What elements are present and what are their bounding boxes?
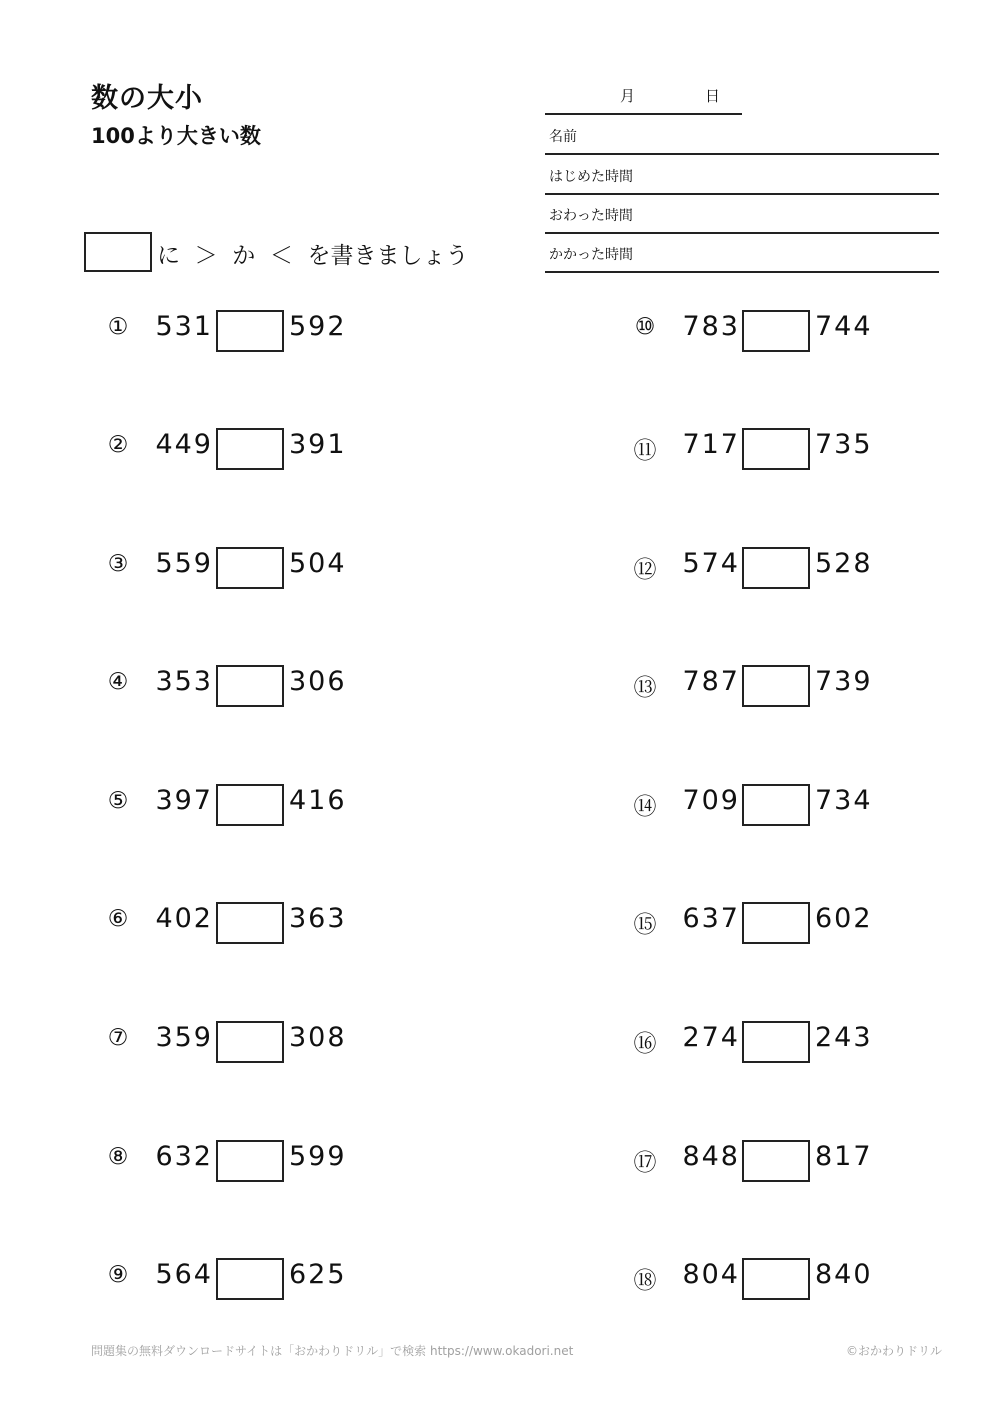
right-number: 744: [815, 311, 873, 342]
month-label: 月: [620, 87, 636, 105]
worksheet-subtitle: 100より大きい数: [91, 124, 261, 148]
answer-box[interactable]: [742, 1140, 810, 1182]
problem-number: ①: [107, 314, 129, 340]
left-number: 717: [682, 429, 740, 460]
problem-number: ⑰: [633, 1150, 657, 1176]
problem-row: [0, 310, 1000, 352]
right-number: 817: [815, 1141, 873, 1172]
left-number: 574: [682, 548, 740, 579]
end-time-field[interactable]: [545, 194, 939, 234]
left-number: 632: [155, 1141, 213, 1172]
day-label: 日: [705, 87, 721, 105]
right-number: 734: [815, 785, 873, 816]
right-number: 528: [815, 548, 873, 579]
problem-number: ⑯: [633, 1031, 657, 1057]
right-number: 416: [289, 785, 347, 816]
problem-row: [0, 784, 1000, 826]
right-number: 243: [815, 1022, 873, 1053]
right-number: 391: [289, 429, 347, 460]
problem-number: ⑤: [107, 788, 129, 814]
right-number: 840: [815, 1259, 873, 1290]
problem-number: ③: [107, 551, 129, 577]
left-number: 353: [155, 666, 213, 697]
problem-number: ⑧: [107, 1144, 129, 1170]
problem-number: ⑮: [633, 912, 657, 938]
answer-box[interactable]: [742, 428, 810, 470]
footer-copyright: ©おかわりドリル: [846, 1344, 943, 1358]
problem-row: [0, 547, 1000, 589]
right-number: 602: [815, 903, 873, 934]
answer-box[interactable]: [742, 310, 810, 352]
problem-number: ⑫: [633, 557, 657, 583]
footer-source-text: 問題集の無料ダウンロードサイトは「おかわりドリル」で検索 https://www.okadori.net: [91, 1344, 574, 1358]
left-number: 637: [682, 903, 740, 934]
answer-box[interactable]: [742, 665, 810, 707]
right-number: 625: [289, 1259, 347, 1290]
answer-box[interactable]: [742, 784, 810, 826]
problem-number: ⑪: [633, 438, 657, 464]
start-time-label: はじめた時間: [549, 169, 633, 185]
left-number: 274: [682, 1022, 740, 1053]
problem-row: [0, 428, 1000, 470]
left-number: 564: [155, 1259, 213, 1290]
problem-number: ⑥: [107, 906, 129, 932]
right-number: 308: [289, 1022, 347, 1053]
answer-box[interactable]: [742, 1021, 810, 1063]
problem-number: ⑱: [633, 1268, 657, 1294]
name-label: 名前: [549, 129, 577, 145]
instruction-example-box: [84, 232, 152, 272]
left-number: 359: [155, 1022, 213, 1053]
problem-row: [0, 1258, 1000, 1300]
worksheet-title: 数の大小: [91, 83, 203, 114]
left-number: 848: [682, 1141, 740, 1172]
elapsed-time-label: かかった時間: [549, 247, 633, 263]
right-number: 592: [289, 311, 347, 342]
date-row: [545, 82, 742, 115]
left-number: 709: [682, 785, 740, 816]
problem-number: ⑭: [633, 794, 657, 820]
right-number: 599: [289, 1141, 347, 1172]
right-number: 739: [815, 666, 873, 697]
problem-number: ⑨: [107, 1262, 129, 1288]
problem-number: ⑬: [633, 675, 657, 701]
problem-number: ②: [107, 432, 129, 458]
problem-row: [0, 902, 1000, 944]
instruction-text: に ＞ か ＜ を書きましょう: [157, 243, 469, 269]
start-time-field[interactable]: [545, 155, 939, 195]
right-number: 306: [289, 666, 347, 697]
answer-box[interactable]: [742, 902, 810, 944]
answer-box[interactable]: [742, 547, 810, 589]
problem-row: [0, 1021, 1000, 1063]
left-number: 449: [155, 429, 213, 460]
name-field[interactable]: [545, 115, 939, 155]
end-time-label: おわった時間: [549, 208, 633, 224]
right-number: 735: [815, 429, 873, 460]
left-number: 397: [155, 785, 213, 816]
problem-number: ④: [107, 669, 129, 695]
answer-box[interactable]: [742, 1258, 810, 1300]
problem-row: [0, 665, 1000, 707]
left-number: 804: [682, 1259, 740, 1290]
left-number: 787: [682, 666, 740, 697]
problem-number: ⑦: [107, 1025, 129, 1051]
left-number: 783: [682, 311, 740, 342]
elapsed-time-field[interactable]: [545, 233, 939, 273]
right-number: 363: [289, 903, 347, 934]
left-number: 559: [155, 548, 213, 579]
problem-number: ⑩: [634, 314, 656, 340]
left-number: 531: [155, 311, 213, 342]
left-number: 402: [155, 903, 213, 934]
problem-row: [0, 1140, 1000, 1182]
right-number: 504: [289, 548, 347, 579]
